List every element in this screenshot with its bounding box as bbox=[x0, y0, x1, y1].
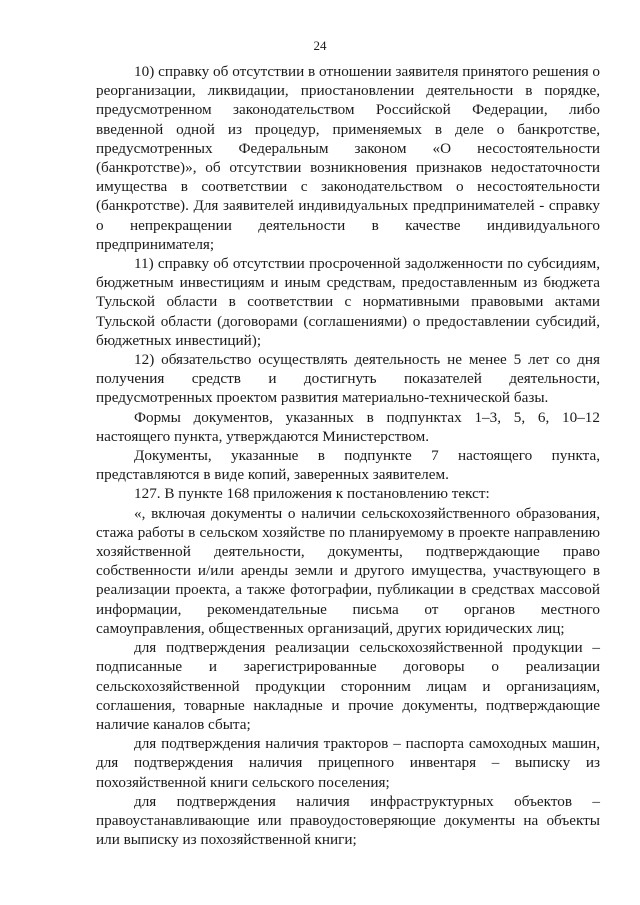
paragraph-item-11: 11) справку об отсутствии просроченной задолженности по субсидиям, бюджетным инвестициям и иным средствам, предоставленным из бюджета Тульской области в соответствии с нормативными правовыми актами Тульской области (договорами (соглашениями) о предоставлении субсидий, бюджетных инвестиций); bbox=[96, 255, 600, 349]
page-number: 24 bbox=[313, 38, 327, 53]
paragraph-forms: Формы документов, указанных в подпунктах 1–3, 5, 6, 10–12 настоящего пункта, утверждаются Министерством. bbox=[96, 408, 600, 445]
paragraph-item-12: 12) обязательство осуществлять деятельность не менее 5 лет со дня получения средств и достигнуть показателей деятельности, предусмотренных проектом развития материально-технической базы. bbox=[96, 351, 600, 407]
paragraph-sales-confirmation: для подтверждения реализации сельскохозяйственной продукции – подписанные и зарегистрированные договоры о реализации сельскохозяйственной продукции сторонним лицам и организациям, соглашения, товарные накладные и прочие документы, подтверждающие наличие каналов сбыта; bbox=[96, 639, 600, 733]
paragraph-infrastructure-confirmation: для подтверждения наличия инфраструктурных объектов – правоустанавливающие или правоудостоверяющие документы на объекты или выписку из похозяйственной книги; bbox=[96, 792, 600, 849]
document-body bbox=[96, 62, 600, 849]
paragraph-item-10: 10) справку об отсутствии в отношении заявителя принятого решения о реорганизации, ликвидации, приостановлении деятельности в порядке, предусмотренном законодательством Российской Федерации, либо введенной одной из процедур, применяемых в деле о банкротстве, предусмотренных Федеральным законом «О несостоятельности (банкротстве)», об отсутствии возникновения признаков недостаточности имущества в соответствии с законодательством о несостоятельности (банкротстве). Для заявителей индивидуальных предпринимателей - справку о непрекращении деятельности в качестве индивидуального предпринимателя; bbox=[96, 63, 600, 253]
paragraph-quote-start: «, включая документы о наличии сельскохозяйственного образования, стажа работы в сельском хозяйстве по планируемому в проекте направлению хозяйственной деятельности, документы, подтверждающие право собственности и/или аренды земли и другого имущества, участвующего в реализации проекта, а также фотографии, публикации в средствах массовой информации, рекомендательные письма от органов местного самоуправления, общественных организаций, других юридических лиц; bbox=[96, 504, 600, 637]
paragraph-tractors-confirmation: для подтверждения наличия тракторов – паспорта самоходных машин, для подтверждения наличия прицепного инвентаря – выписку из похозяйственной книги сельского поселения; bbox=[96, 735, 600, 791]
paragraph-copies: Документы, указанные в подпункте 7 настоящего пункта, представляются в виде копий, заверенных заявителем. bbox=[96, 447, 600, 484]
paragraph-127: 127. В пункте 168 приложения к постановлению текст: bbox=[134, 485, 490, 503]
